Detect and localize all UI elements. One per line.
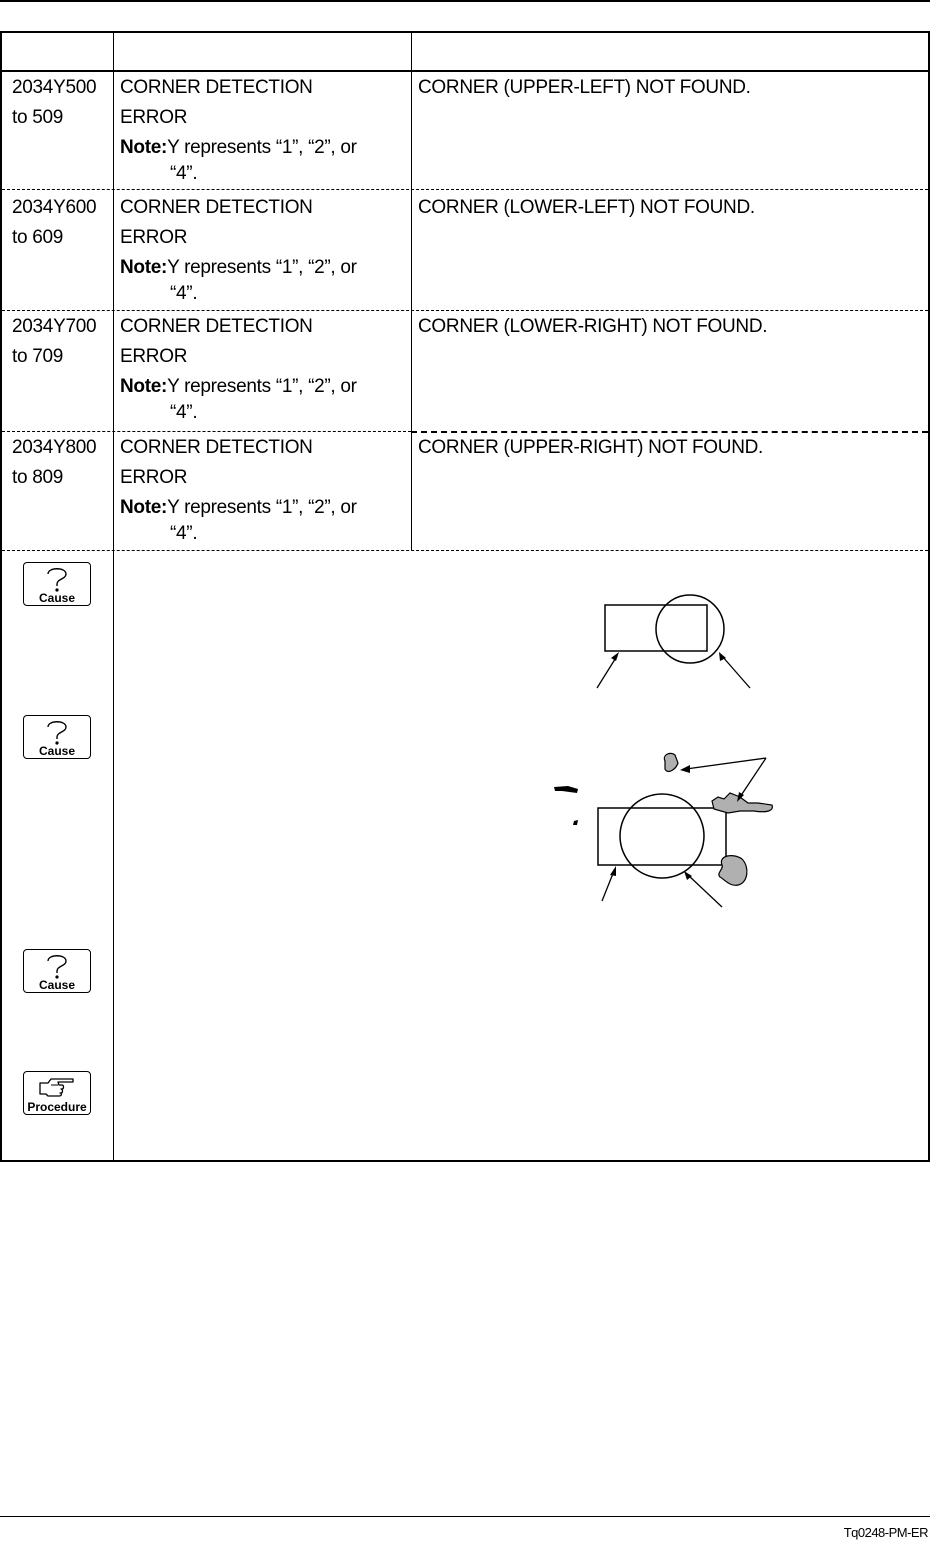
- top-rule: [0, 0, 930, 2]
- error-table: [0, 31, 930, 1162]
- note-label: Note:: [120, 257, 168, 278]
- title-line: ERROR: [120, 346, 188, 367]
- title-line: CORNER DETECTION: [120, 77, 313, 98]
- contaminated-target-diagram: [554, 753, 772, 907]
- title-line: ERROR: [120, 107, 188, 128]
- error-description: CORNER (UPPER-RIGHT) NOT FOUND.: [418, 437, 764, 458]
- note-text: Y represents “1”, “2”, or: [167, 497, 357, 518]
- error-description: CORNER (LOWER-RIGHT) NOT FOUND.: [418, 316, 768, 337]
- note-label: Note:: [120, 497, 168, 518]
- clean-target-diagram: [597, 595, 750, 688]
- note-label: Note:: [120, 137, 168, 158]
- code-range: to 509: [12, 107, 64, 128]
- code-range: to 609: [12, 227, 64, 248]
- code-line: 2034Y700: [12, 316, 97, 337]
- corner-detection-diagram: [2, 33, 928, 1160]
- note-label: Note:: [120, 376, 168, 397]
- error-description: CORNER (UPPER-LEFT) NOT FOUND.: [418, 77, 751, 98]
- code-line: 2034Y500: [12, 77, 97, 98]
- title-line: CORNER DETECTION: [120, 197, 313, 218]
- note-continuation: “4”.: [170, 402, 198, 423]
- badge-label: Cause: [38, 591, 76, 605]
- title-line: CORNER DETECTION: [120, 437, 313, 458]
- note-text: Y represents “1”, “2”, or: [167, 257, 357, 278]
- badge-label: Procedure: [27, 1100, 87, 1114]
- note-continuation: “4”.: [170, 163, 198, 184]
- document-id: Tq0248-PM-ER: [843, 1525, 928, 1540]
- badge-label: Cause: [38, 978, 76, 992]
- code-line: 2034Y600: [12, 197, 97, 218]
- error-description: CORNER (LOWER-LEFT) NOT FOUND.: [418, 197, 755, 218]
- bottom-rule: [0, 1516, 930, 1517]
- code-range: to 709: [12, 346, 64, 367]
- note-continuation: “4”.: [170, 523, 198, 544]
- title-line: ERROR: [120, 227, 188, 248]
- note-continuation: “4”.: [170, 283, 198, 304]
- title-line: CORNER DETECTION: [120, 316, 313, 337]
- code-line: 2034Y800: [12, 437, 97, 458]
- badge-label: Cause: [38, 744, 76, 758]
- code-range: to 809: [12, 467, 64, 488]
- title-line: ERROR: [120, 467, 188, 488]
- note-text: Y represents “1”, “2”, or: [167, 137, 357, 158]
- note-text: Y represents “1”, “2”, or: [167, 376, 357, 397]
